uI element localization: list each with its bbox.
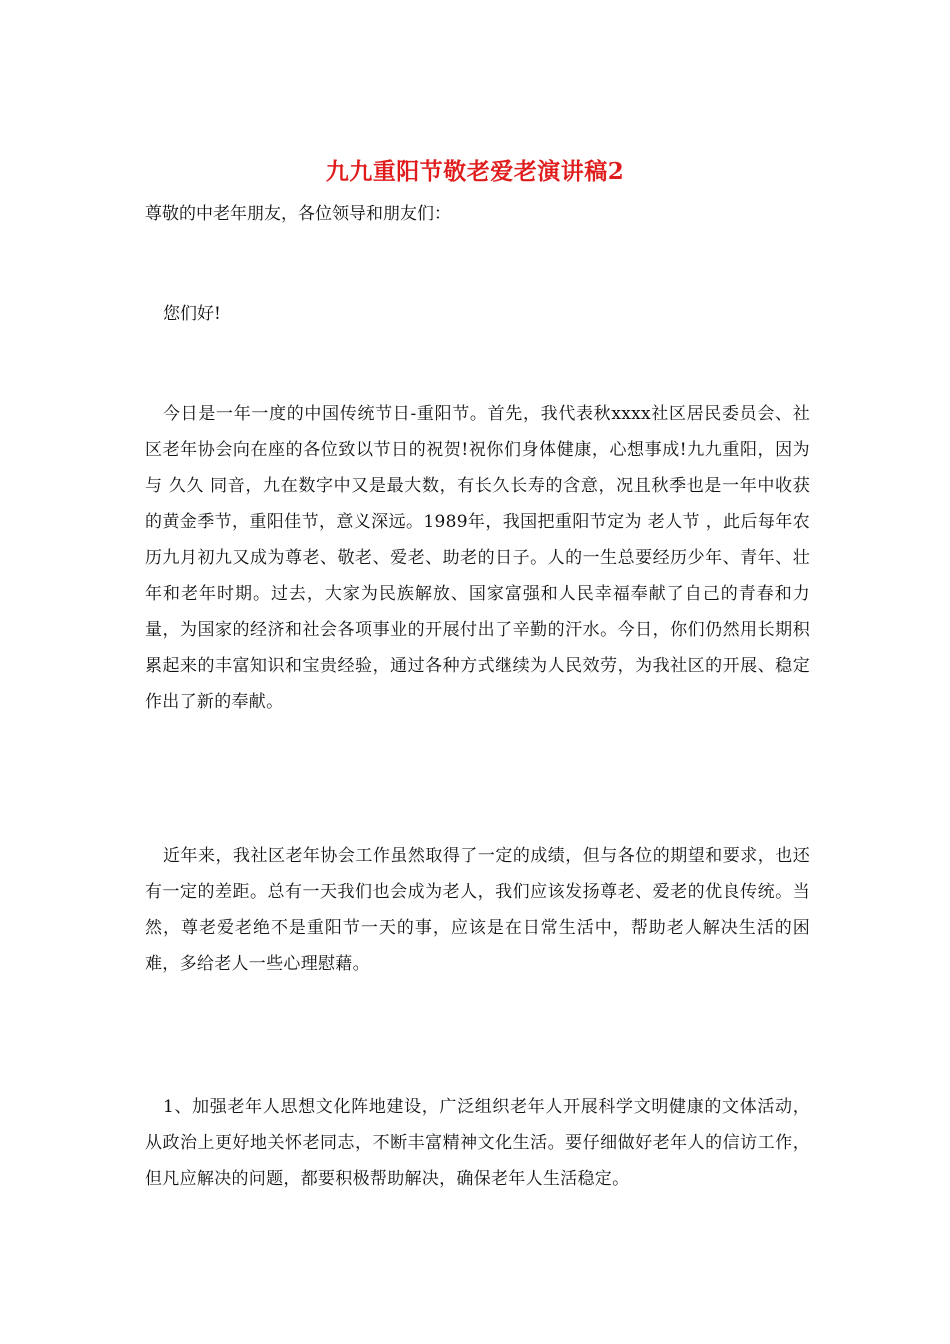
greeting: 您们好!	[163, 304, 221, 324]
paragraph-2: 近年来，我社区老年协会工作虽然取得了一定的成绩，但与各位的期望和要求，也还有一定的差距。总有一天我们也会成为老人，我们应该发扬尊老、爱老的优良传统。当然，尊老爱老绝不是重阳节一天的事，应该是在日常生活中，帮助老人解决生活的困难，多给老人一些心理慰藉。	[145, 846, 810, 974]
document-title: 九九重阳节敬老爱老演讲稿2	[325, 158, 625, 185]
paragraph-1: 今日是一年一度的中国传统节日-重阳节。首先，我代表秋xxxx社区居民委员会、社区老年协会向在座的各位致以节日的祝贺!祝你们身体健康，心想事成!九九重阳，因为与 久久 同音，九在数字中又是最大数，有长久长寿的含意，况且秋季也是一年中收获的黄金季节，重阳佳节，意义深远。1989年，我国把重阳节定为 老人节 ，此后每年农历九月初九又成为尊老、敬老、爱老、助老的日子。人的一生总要经历少年、青年、壮年和老年时期。过去，大家为民族解放、国家富强和人民幸福奉献了自己的青春和力量，为国家的经济和社会各项事业的开展付出了辛勤的汗水。今日，你们仍然用长期积累起来的丰富知识和宝贵经验，通过各种方式继续为人民效劳，为我社区的开展、稳定作出了新的奉献。	[145, 404, 810, 712]
paragraph-3: 1、加强老年人思想文化阵地建设，广泛组织老年人开展科学文明健康的文体活动，从政治上更好地关怀老同志，不断丰富精神文化生活。要仔细做好老年人的信访工作，但凡应解决的问题，都要积极帮助解决，确保老年人生活稳定。	[145, 1097, 810, 1189]
salutation: 尊敬的中老年朋友，各位领导和朋友们：	[145, 204, 451, 224]
